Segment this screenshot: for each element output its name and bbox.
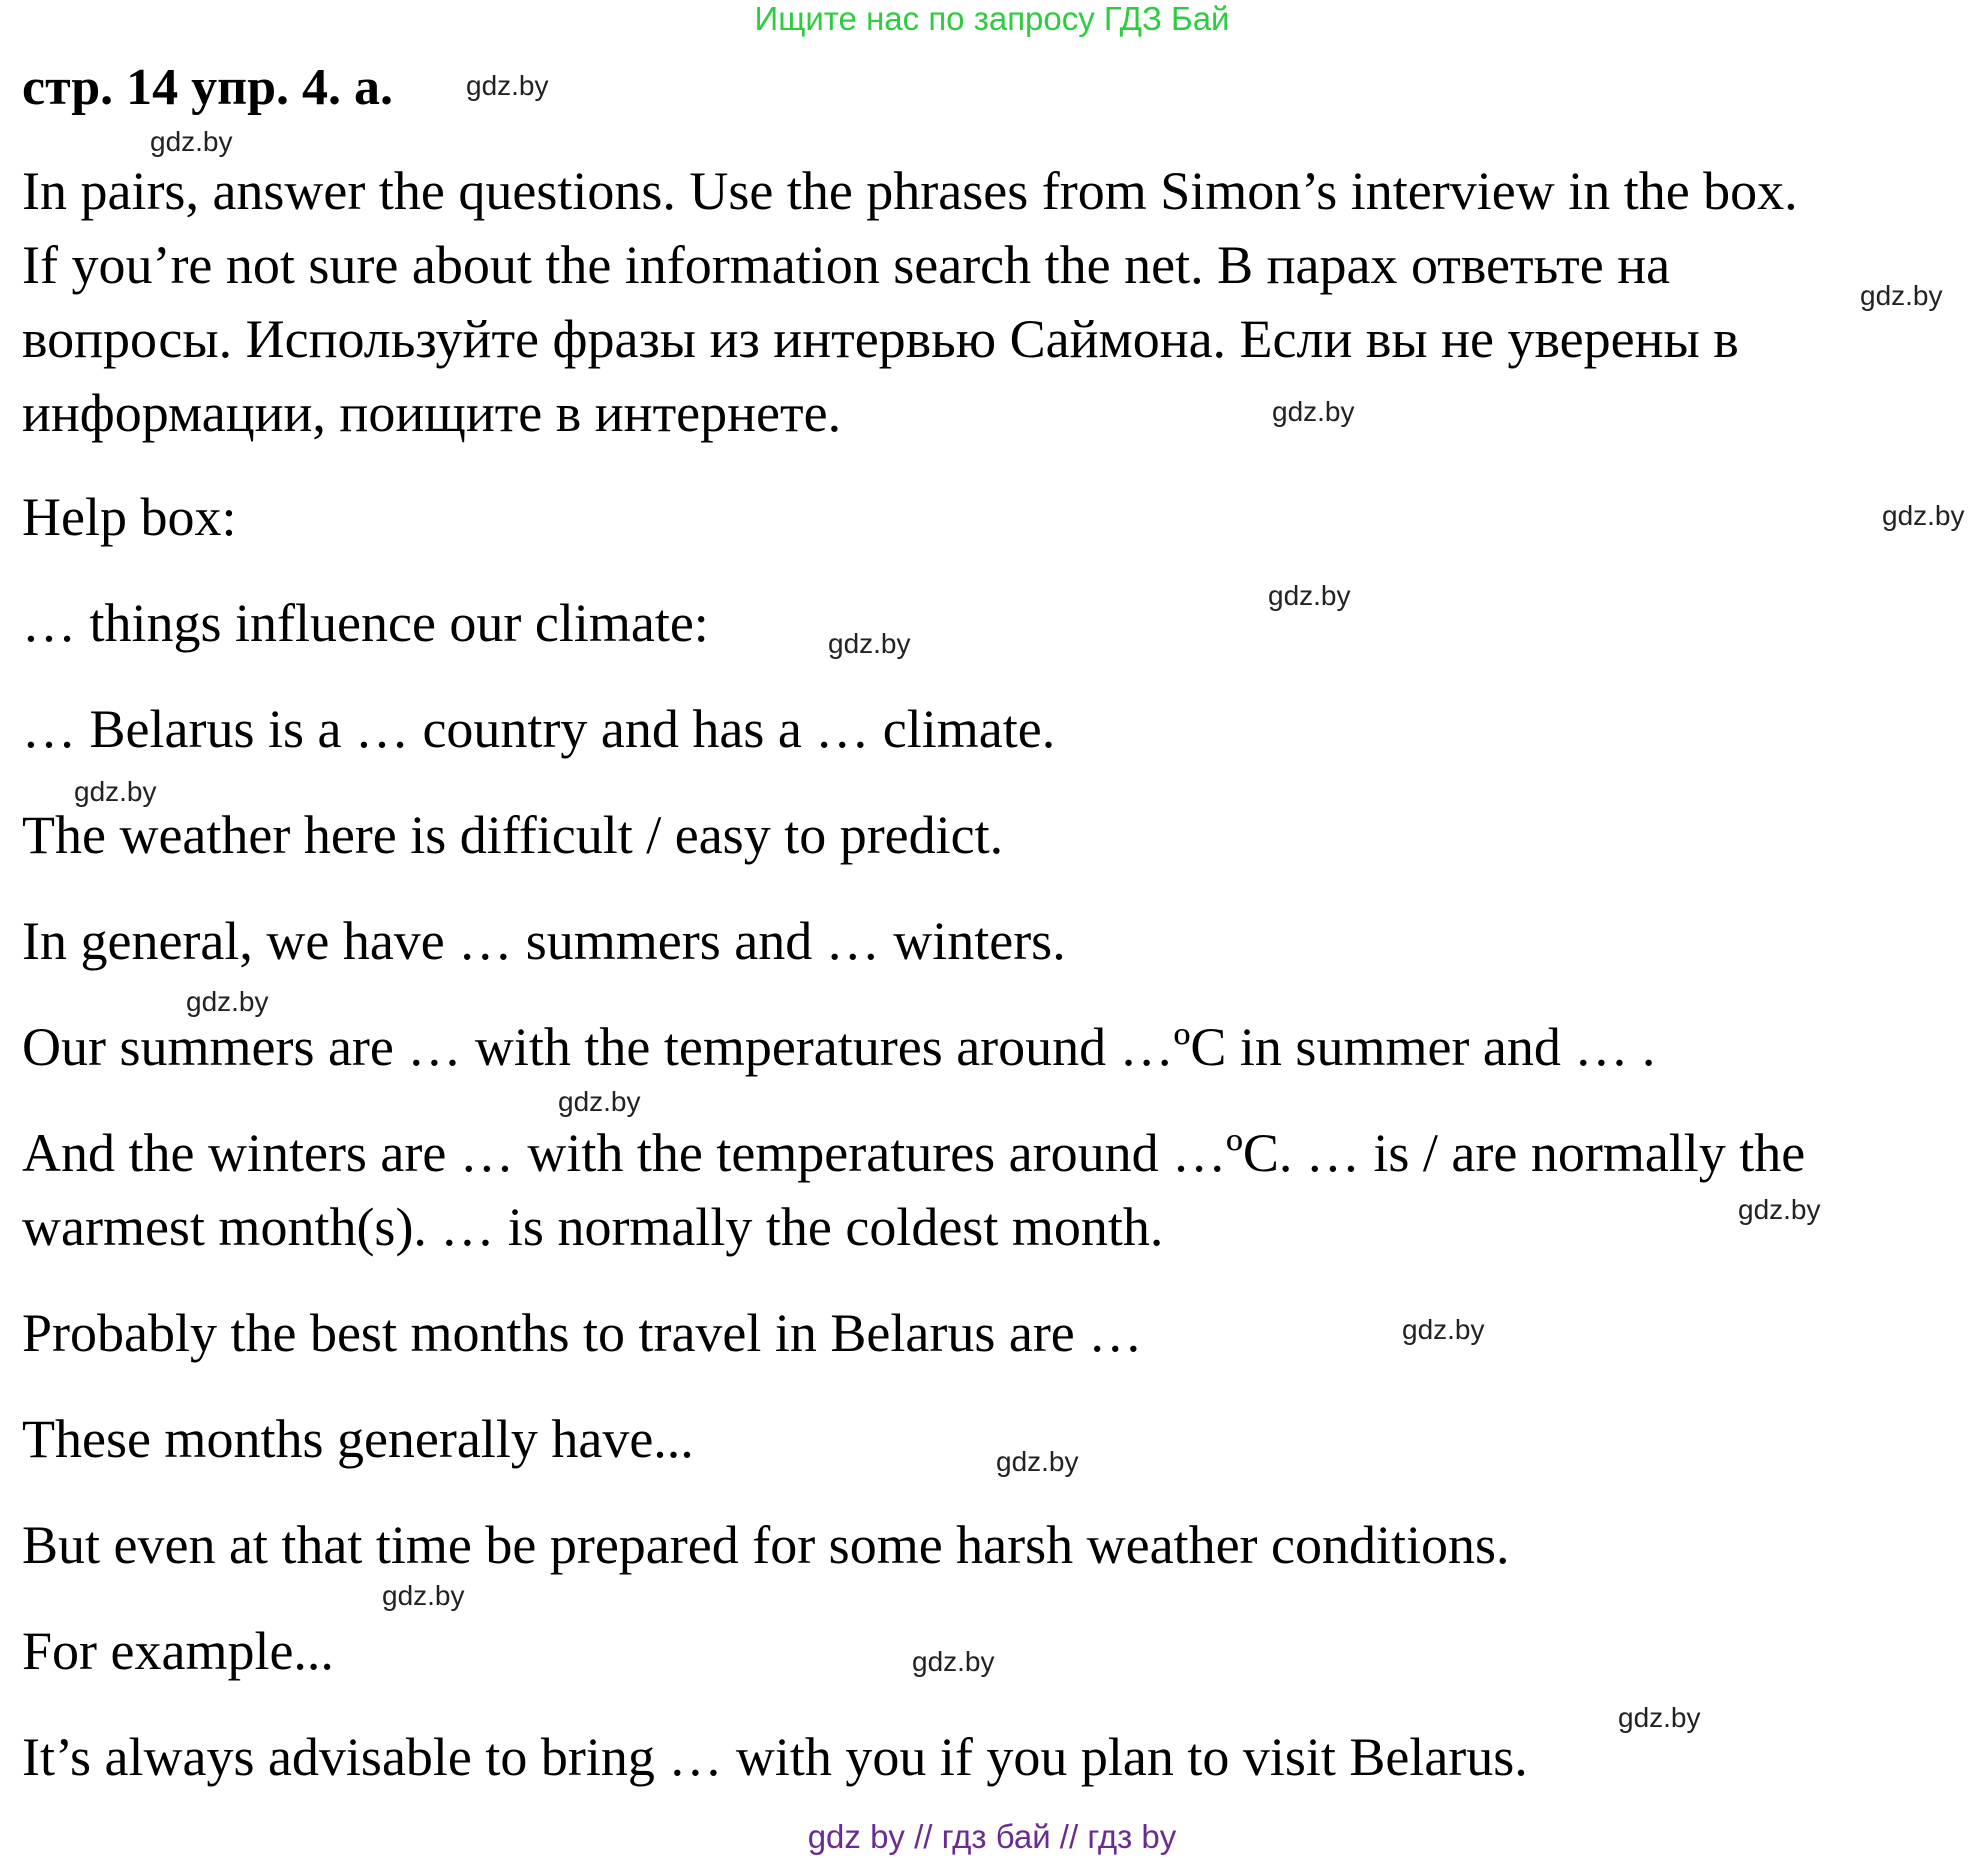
help-line-2: … Belarus is a … country and has a … climate. <box>22 699 1056 759</box>
watermark: gdz.by <box>1738 1194 1821 1225</box>
footer-links[interactable]: gdz by // гдз бай // гдз by <box>807 1818 1177 1855</box>
help-line-6: And the winters are … with the temperatures around …ºC. … is / are normally the <box>22 1123 1806 1183</box>
watermark: gdz.by <box>382 1580 465 1611</box>
header-search-link[interactable]: Ищите нас по запросу ГДЗ Бай <box>754 0 1230 37</box>
watermark: gdz.by <box>1268 580 1351 611</box>
help-box-label: Help box: <box>22 487 237 547</box>
help-line-11: For example... <box>22 1621 334 1681</box>
intro-line-3: вопросы. Используйте фразы из интервью Саймона. Если вы не уверены в <box>22 309 1739 369</box>
intro-line-1: In pairs, answer the questions. Use the phrases from Simon’s interview in the box. <box>22 161 1798 221</box>
help-line-10: But even at that time be prepared for some harsh weather conditions. <box>22 1515 1510 1575</box>
page-title: стр. 14 упр. 4. a. <box>22 59 394 116</box>
watermark: gdz.by <box>466 70 549 101</box>
watermark: gdz.by <box>1402 1314 1485 1345</box>
watermark: gdz.by <box>186 986 269 1017</box>
help-line-9: These months generally have... <box>22 1409 694 1469</box>
watermark: gdz.by <box>1860 280 1943 311</box>
watermark: gdz.by <box>828 628 911 659</box>
help-line-5: Our summers are … with the temperatures around …ºC in summer and … . <box>22 1017 1656 1077</box>
help-line-12: It’s always advisable to bring … with you if you plan to visit Belarus. <box>22 1727 1528 1787</box>
watermark: gdz.by <box>912 1646 995 1677</box>
intro-line-2: If you’re not sure about the information search the net. В парах ответьте на <box>22 235 1671 295</box>
watermark: gdz.by <box>1618 1702 1701 1733</box>
watermark: gdz.by <box>150 126 233 157</box>
watermark: gdz.by <box>1882 500 1965 531</box>
help-line-7: warmest month(s). … is normally the coldest month. <box>22 1197 1164 1257</box>
watermark: gdz.by <box>1272 396 1355 427</box>
watermark: gdz.by <box>74 776 157 807</box>
help-line-3: The weather here is difficult / easy to predict. <box>22 805 1004 865</box>
watermark: gdz.by <box>558 1086 641 1117</box>
watermark: gdz.by <box>996 1446 1079 1477</box>
help-line-1: … things influence our climate: <box>22 593 709 653</box>
intro-line-4: информации, поищите в интернете. <box>22 383 842 443</box>
help-line-4: In general, we have … summers and … winters. <box>22 911 1066 971</box>
help-line-8: Probably the best months to travel in Belarus are … <box>22 1303 1143 1363</box>
